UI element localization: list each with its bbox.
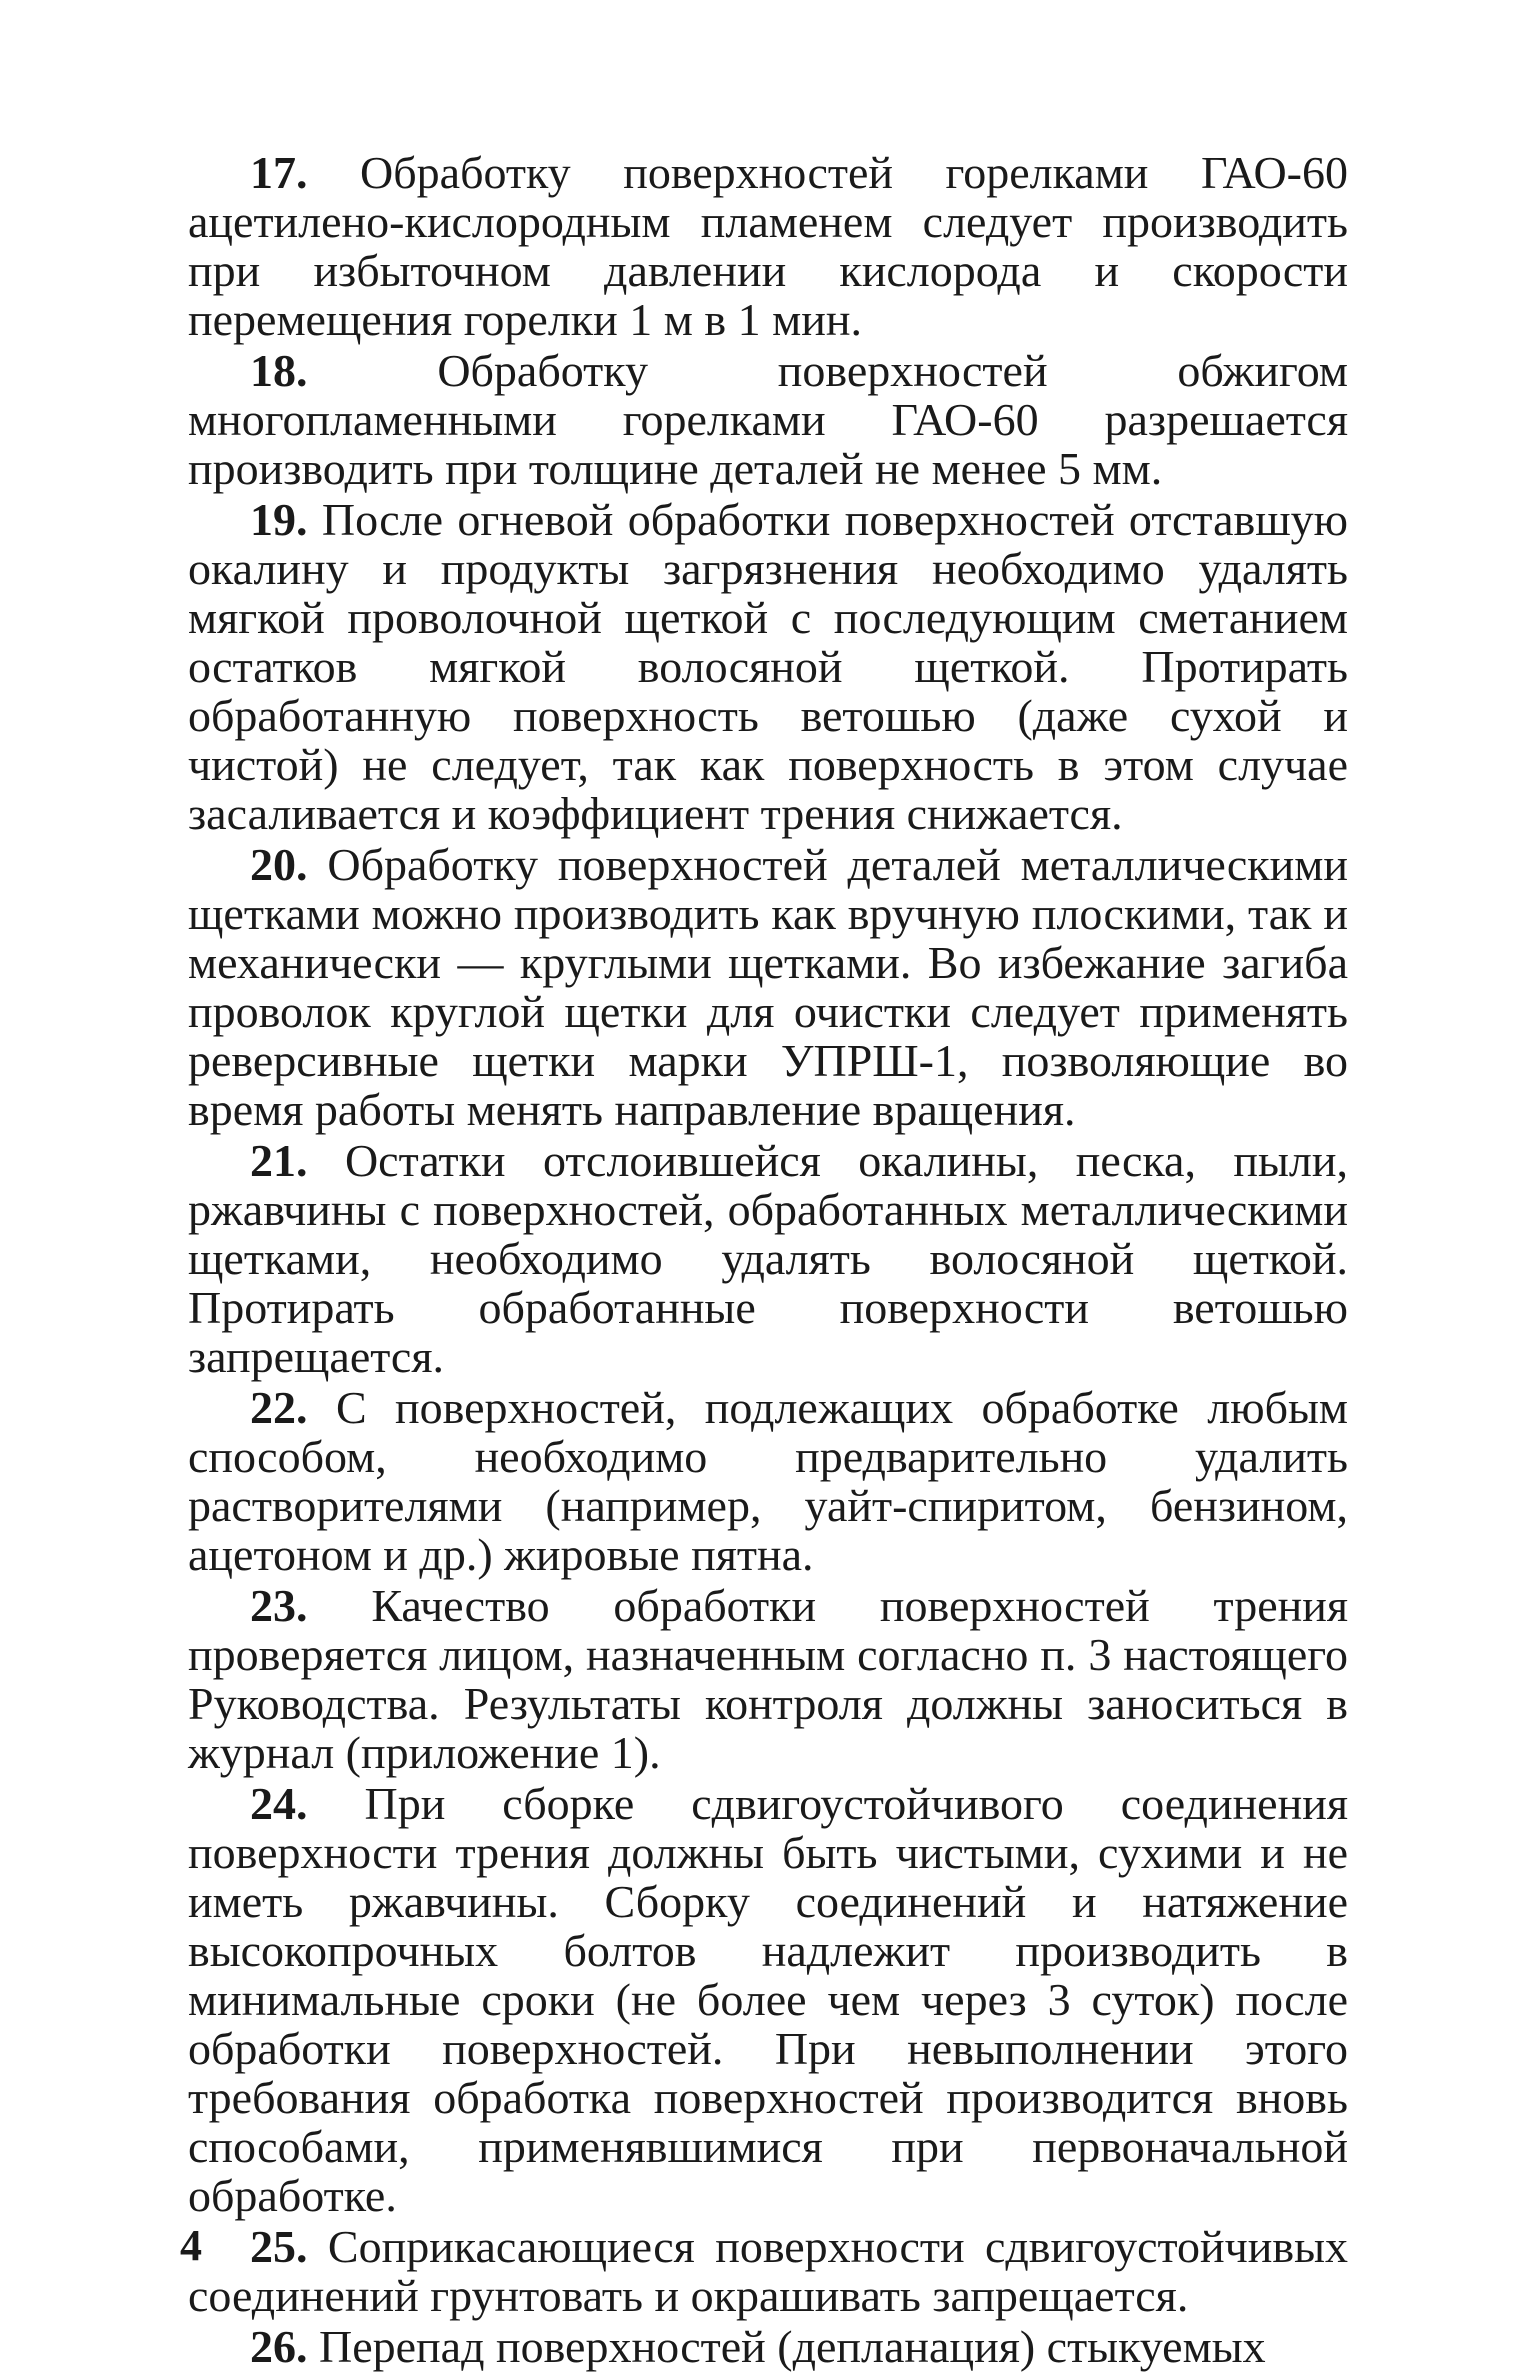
paragraph-text: Соприкасающиеся поверхности сдвигоустойчивых соединений грунтовать и окрашивать запрещается. (188, 2221, 1349, 2321)
paragraph-number: 17. (250, 147, 308, 198)
paragraph-22 (188, 1383, 1348, 1579)
paragraph-number: 24. (250, 1778, 308, 1829)
paragraph-24 (188, 1779, 1348, 2220)
paragraph-number: 25. (250, 2221, 308, 2272)
paragraph-text: Остатки отслоившейся окалины, песка, пыли, ржавчины с поверхностей, обработанных металлическими щетками, необходимо удалять волосяной щеткой. Протирать обработанные поверхности ветошью запрещается. (188, 1135, 1348, 1382)
paragraph-19 (188, 495, 1348, 838)
paragraph-text: Перепад поверхностей (депланация) стыкуемых (319, 2321, 1266, 2372)
paragraph-17 (188, 148, 1348, 344)
paragraph-text: Качество обработки поверхностей трения проверяется лицом, назначенным согласно п. 3 настоящего Руководства. Результаты контроля должны заноситься в журнал (приложение 1). (188, 1580, 1349, 1778)
paragraph-text: Обработку поверхностей горелками ГАО-60 ацетилено-кислородным пламенем следует производить при избыточном давлении кислорода и скорости перемещения горелки 1 м в 1 мин. (188, 147, 1348, 345)
page-number: 4 (180, 2221, 202, 2270)
paragraph-23 (188, 1581, 1348, 1777)
paragraph-21 (188, 1136, 1348, 1381)
paragraph-number: 22. (250, 1382, 308, 1433)
paragraph-number: 21. (250, 1135, 308, 1186)
page-body (188, 148, 1348, 2373)
paragraph-text: После огневой обработки поверхностей отставшую окалину и продукты загрязнения необходимо удалять мягкой проволочной щеткой с последующим сметанием остатков мягкой волосяной щеткой. Протирать обработанную поверхность ветошью (даже сухой и чистой) не следует, так как поверхность в этом случае засаливается и коэффициент трения снижается. (188, 494, 1348, 839)
paragraph-text: При сборке сдвигоустойчивого соединения поверхности трения должны быть чистыми, сухими и не иметь ржавчины. Сборку соединений и натяжение высокопрочных болтов надлежит производить в минимальные сроки (не более чем через 3 суток) после обработки поверхностей. При невыполнении этого требования обработка поверхностей производится вновь способами, применявшимися при первоначальной обработке. (188, 1778, 1348, 2221)
paragraph-number: 18. (250, 345, 308, 396)
paragraph-number: 19. (250, 494, 308, 545)
paragraph-text: С поверхностей, подлежащих обработке любым способом, необходимо предварительно удалить растворителями (например, уайт-спиритом, бензином, ацетоном и др.) жировые пятна. (188, 1382, 1349, 1580)
paragraph-number: 26. (250, 2321, 308, 2372)
paragraph-number: 23. (250, 1580, 308, 1631)
paragraph-25 (188, 2222, 1348, 2320)
paragraph-18 (188, 346, 1348, 493)
paragraph-20 (188, 840, 1348, 1134)
paragraph-number: 20. (250, 839, 308, 890)
paragraph-text: Обработку поверхностей деталей металлическими щетками можно производить как вручную плоскими, так и механически — круглыми щетками. Во избежание загиба проволок круглой щетки для очистки следует применять реверсивные щетки марки УПРШ-1, позволяющие во время работы менять направление вращения. (188, 839, 1348, 1135)
paragraph-26 (188, 2322, 1348, 2371)
paragraph-text: Обработку поверхностей обжигом многопламенными горелками ГАО-60 разрешается производить при толщине деталей не менее 5 мм. (188, 345, 1348, 494)
